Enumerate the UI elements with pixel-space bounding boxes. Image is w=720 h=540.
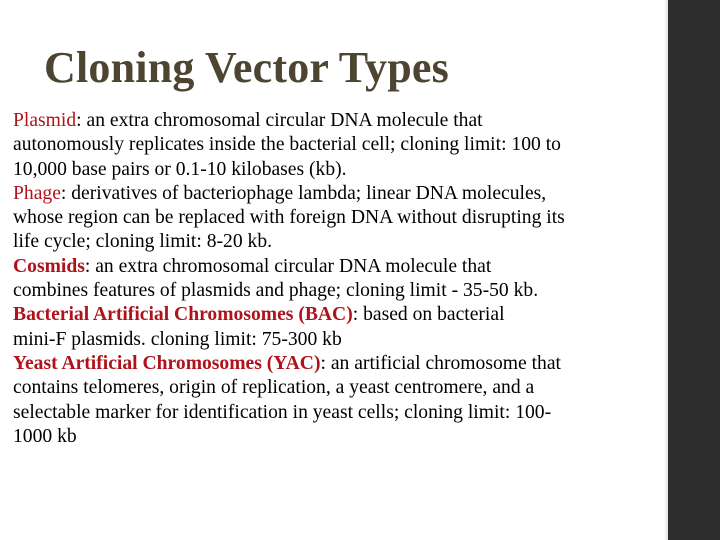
- description-text: : derivatives of bacteriophage lambda; linear DNA molecules,: [60, 182, 547, 204]
- term-cosmids: Cosmids: [13, 255, 85, 277]
- body-line: [13, 303, 703, 327]
- term-yac: Yeast Artificial Chromosomes (YAC): [13, 352, 321, 374]
- description-text: : an extra chromosomal circular DNA molecule that: [76, 110, 483, 131]
- body-line: life cycle; cloning limit: 8-20 kb.: [13, 231, 273, 253]
- term-plasmid: Plasmid: [13, 110, 77, 131]
- body-line: [13, 352, 703, 376]
- term-phage: Phage: [13, 182, 61, 204]
- body-line: [13, 255, 703, 279]
- body-line: [13, 109, 703, 133]
- body-line: whose region can be replaced with foreign DNA without disrupting its: [13, 207, 565, 229]
- body-line: combines features of plasmids and phage; cloning limit - 35-50 kb.: [13, 280, 539, 302]
- slide-title: Cloning Vector Types: [44, 43, 449, 92]
- body-line: 1000 kb: [13, 425, 77, 447]
- description-text: : an artificial chromosome that: [320, 352, 561, 374]
- description-text: : an extra chromosomal circular DNA molecule that: [84, 255, 492, 277]
- description-text: : based on bacterial: [352, 304, 505, 326]
- slide-body: [13, 109, 703, 449]
- body-line: selectable marker for identification in yeast cells; cloning limit: 100-: [13, 401, 552, 423]
- body-line: [13, 182, 703, 206]
- body-line: 10,000 base pairs or 0.1-10 kilobases (kb).: [13, 158, 347, 180]
- body-line: autonomously replicates inside the bacterial cell; cloning limit: 100 to: [13, 134, 561, 156]
- body-line: mini-F plasmids. cloning limit: 75-300 kb: [13, 328, 342, 350]
- term-bac: Bacterial Artificial Chromosomes (BAC): [13, 304, 353, 326]
- body-line: contains telomeres, origin of replication, a yeast centromere, and a: [13, 377, 535, 399]
